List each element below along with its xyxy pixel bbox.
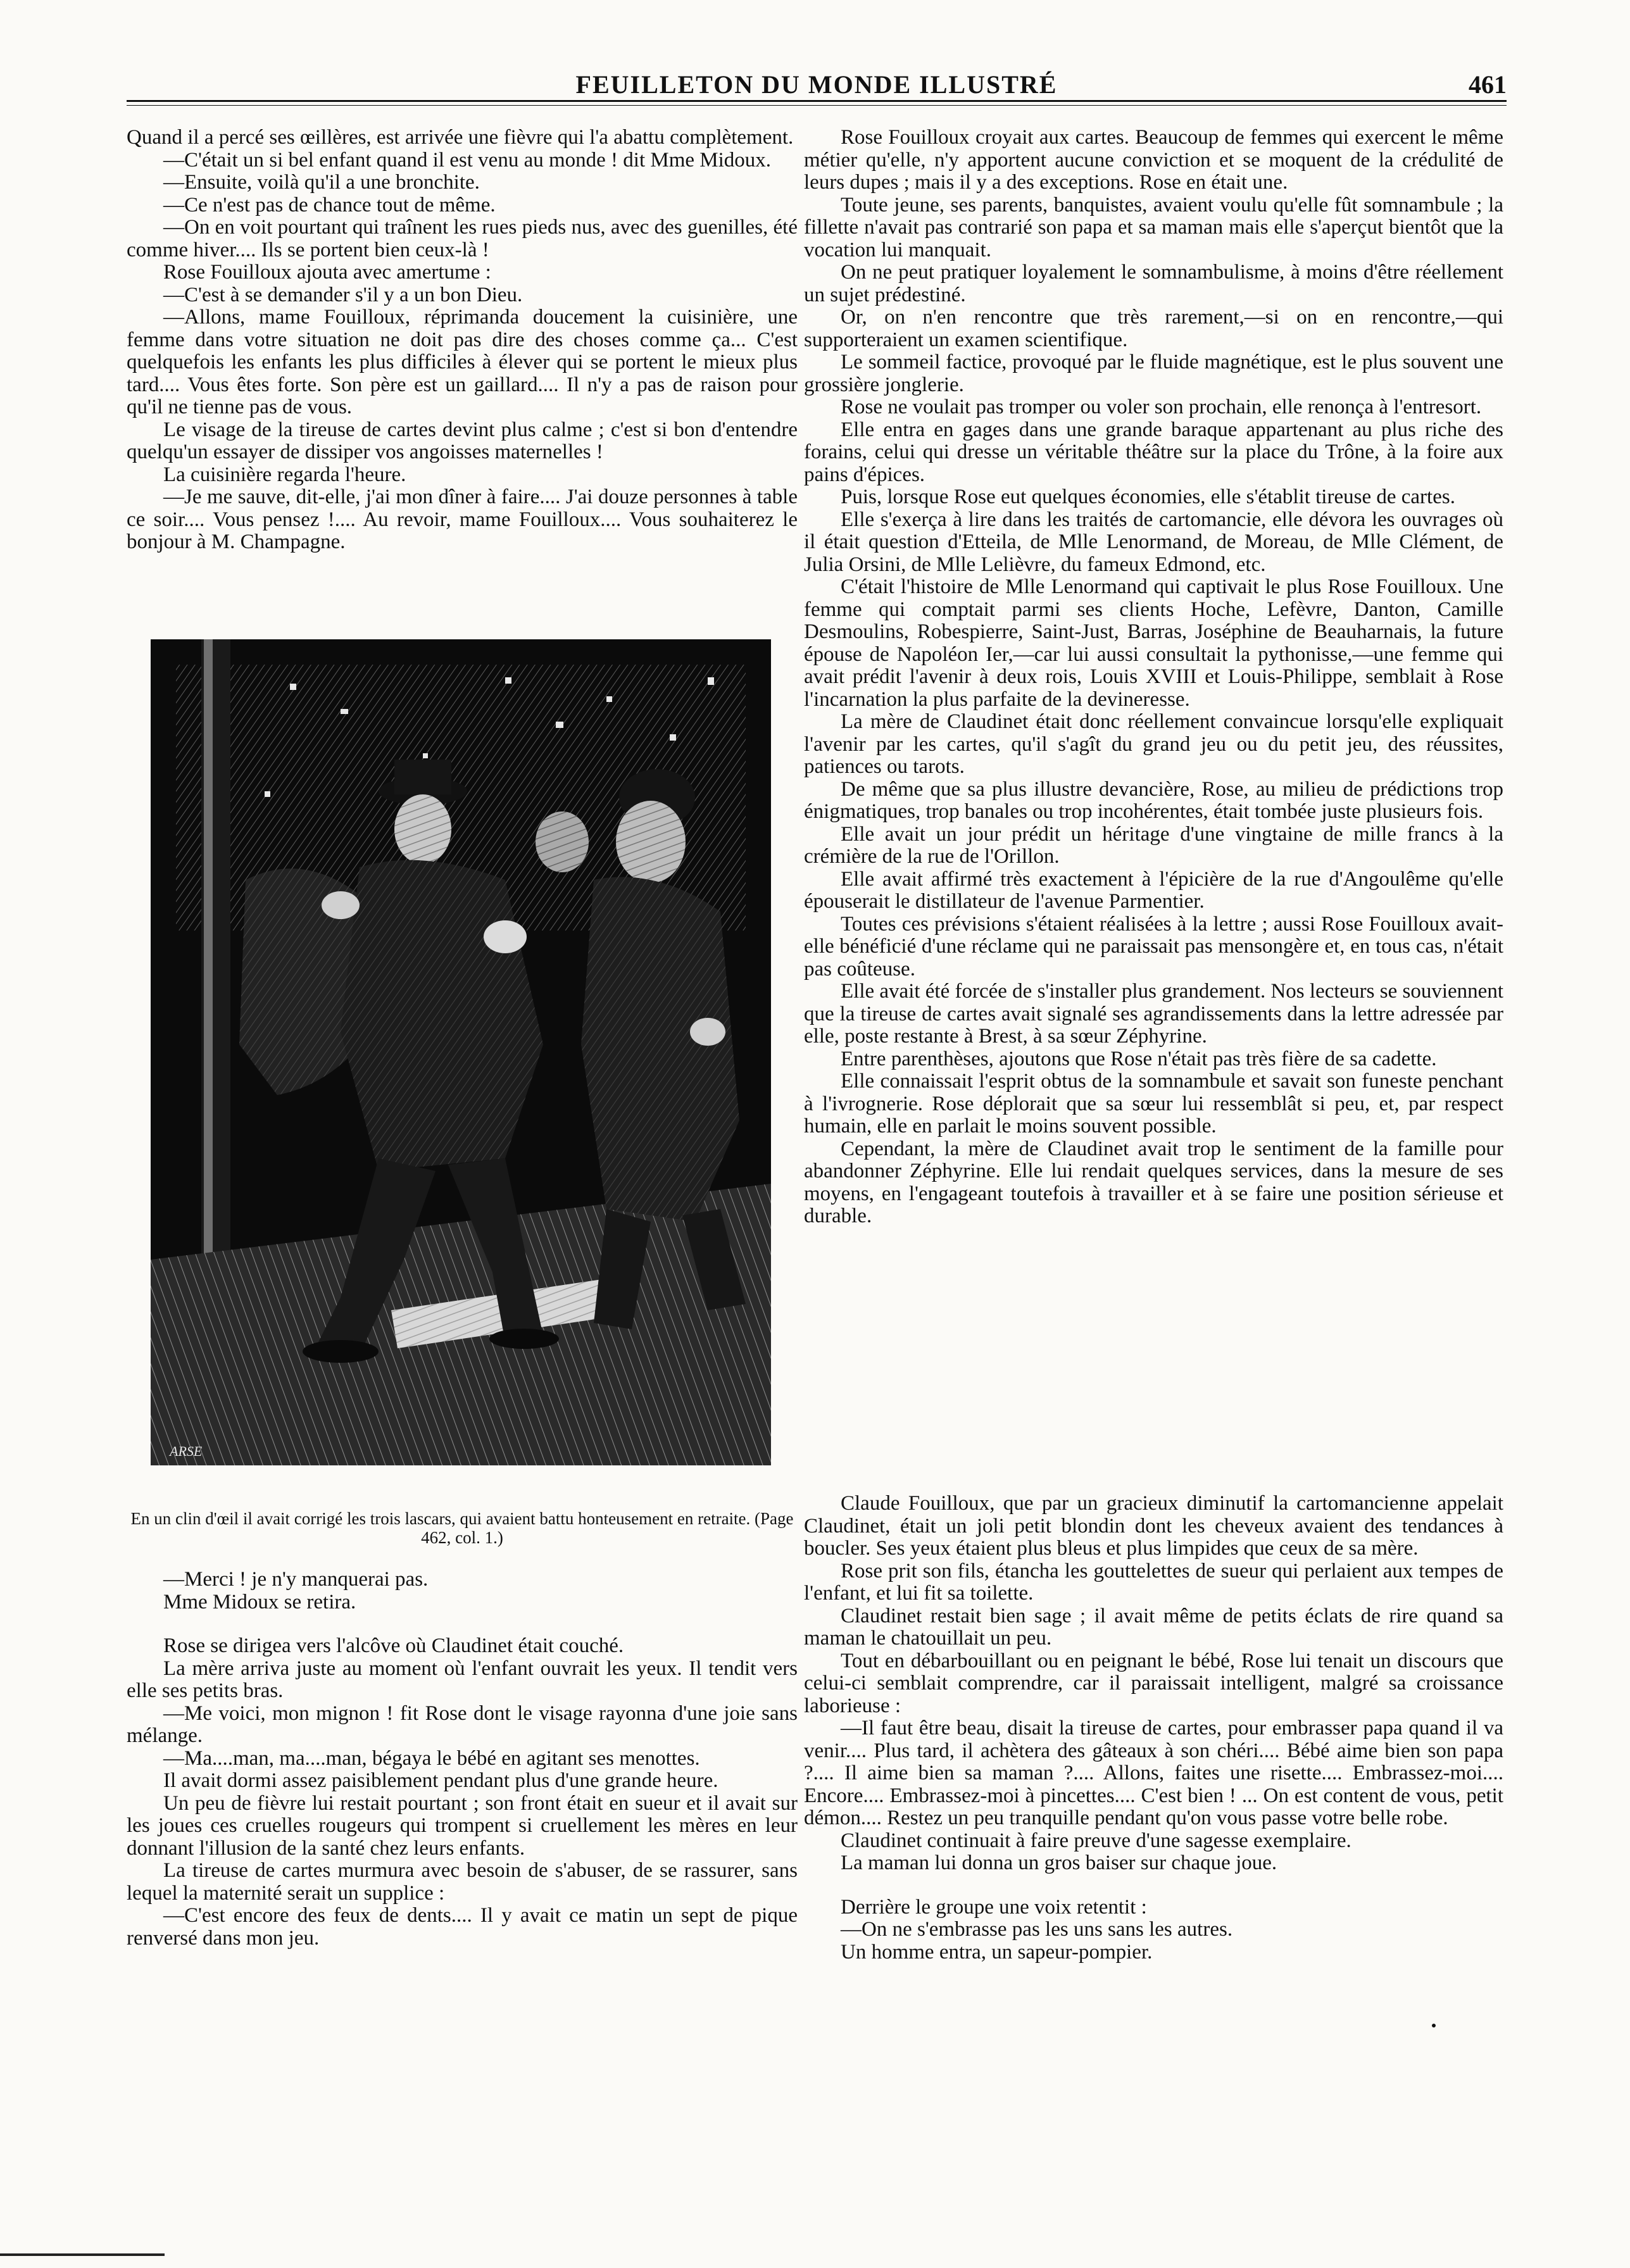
paragraph: Claudinet continuait à faire preuve d'une sagesse exemplaire. xyxy=(841,1829,1351,1852)
paragraph: Rose se dirigea vers l'alcôve où Claudinet était couché. xyxy=(163,1634,624,1657)
ink-speck xyxy=(1432,2024,1436,2027)
paragraph: —C'est encore des feux de dents.... Il y avait ce matin un sept de pique renversé dans mon jeu. xyxy=(127,1904,798,1950)
paragraph: Elle connaissait l'esprit obtus de la somnambule et savait son funeste penchant à l'ivrognerie. Rose déplorait que sa sœur lui ressemblât si peu, et, par respect humain, elle en parlait le moins souvent possible. xyxy=(804,1070,1503,1137)
paragraph: Claude Fouilloux, que par un gracieux diminutif la cartomancienne appelait Claudinet, était un joli petit blondin dont les cheveux avaient des tendances à boucler. Ses yeux étaient plus bleus et plus limpides que ceux de sa mère. xyxy=(804,1492,1503,1560)
artist-signature: ARSE xyxy=(170,1443,203,1459)
paragraph: Le sommeil factice, provoqué par le fluide magnétique, est le plus souvent une grossière jonglerie. xyxy=(804,351,1503,396)
paragraph: —Je me sauve, dit-elle, j'ai mon dîner à faire.... J'ai douze personnes à table ce soir.... Vous pensez !.... Au revoir, mame Fouilloux.... Vous souhaiterez le bonjour à M. Champagne. xyxy=(127,486,798,553)
paragraph: Un homme entra, un sapeur-pompier. xyxy=(841,1940,1153,1964)
left-column-top xyxy=(127,127,798,554)
paragraph: De même que sa plus illustre devancière, Rose, au milieu de prédictions trop énigmatiques, trop banales ou trop incohérentes, était tombée juste plusieurs fois. xyxy=(804,777,1503,823)
paragraph: Elle avait été forcée de s'installer plus grandement. Nos lecteurs se souviennent que la tireuse de cartes avait signalé ses agrandissements dans la lettre adressée par elle, poste restante à Brest, à sa sœur Zéphyrine. xyxy=(804,980,1503,1048)
paragraph: Claudinet restait bien sage ; il avait même de petits éclats de rire quand sa maman le chatouillait un peu. xyxy=(804,1604,1503,1650)
header-rule-thin xyxy=(127,105,1507,106)
paragraph: —C'est à se demander s'il y a un bon Dieu. xyxy=(163,283,523,306)
paragraph: Cependant, la mère de Claudinet avait trop le sentiment de la famille pour abandonner Zéphyrine. Elle lui rendait quelques services, dans la mesure de ses moyens, en l'engageant toutefois à travailler et à se faire une position sérieuse et durable. xyxy=(804,1137,1503,1227)
paragraph: —Merci ! je n'y manquerai pas. xyxy=(163,1568,429,1591)
paragraph: —Me voici, mon mignon ! fit Rose dont le visage rayonna d'une joie sans mélange. xyxy=(127,1701,798,1747)
paragraph: —Ce n'est pas de chance tout de même. xyxy=(163,193,496,216)
paragraph: —C'était un si bel enfant quand il est venu au monde ! dit Mme Midoux. xyxy=(163,148,772,172)
header-rule xyxy=(127,100,1507,102)
paragraph: C'était l'histoire de Mlle Lenormand qui captivait le plus Rose Fouilloux. Une femme qui comptait parmi ses clients Hoche, Lefèvre, Danton, Camille Desmoulins, Robespierre, Saint-Just, Barras, Joséphine de Beauharnais, la future épouse de Napoléon Ier,—car lui aussi consultait la pythonisse,—une femme qui avait prédit l'avenir à deux rois, Louis XVIII et Louis-Philippe, semblait à Rose l'incarnation la plus parfaite de la devineresse. xyxy=(804,575,1503,711)
fight-scene-image xyxy=(151,639,771,1465)
paragraph: La cuisinière regarda l'heure. xyxy=(163,463,406,486)
paragraph: Entre parenthèses, ajoutons que Rose n'était pas très fière de sa cadette. xyxy=(841,1047,1437,1070)
paragraph: Elle entra en gages dans une grande baraque appartenant au plus riche des forains, celui qui dresse un véritable théâtre sur la place du Trône, à la foire aux pains d'épices. xyxy=(804,418,1503,486)
paragraph: Rose Fouilloux croyait aux cartes. Beaucoup de femmes qui exercent le même métier qu'elle, n'y apportent aucune conviction et se moquent de la crédulité de leurs dupes ; mais il y a des exceptions. Rose en était une. xyxy=(804,126,1503,194)
paragraph: La mère arriva juste au moment où l'enfant ouvrait les yeux. Il tendit vers elle ses petits bras. xyxy=(127,1657,798,1702)
paragraph: —Il faut être beau, disait la tireuse de cartes, pour embrasser papa quand il va venir.... Plus tard, il achètera des gâteaux à son chéri.... Bébé aime bien son papa ?.... Il aime bien sa maman ?.... Allons, faites une risette.... Embrassez-moi.... Encore.... Embrassez-moi à pincettes.... C'est bien ! ... On est content de vous, petit démon.... Restez un peu tranquille pendant qu'on vous passe votre belle robe. xyxy=(804,1717,1503,1829)
paragraph: —On ne s'embrasse pas les uns sans les autres. xyxy=(841,1918,1233,1941)
engraving-illustration xyxy=(151,639,771,1465)
paragraph: —Allons, mame Fouilloux, réprimanda doucement la cuisinière, une femme dans votre situation ne doit pas dire des choses comme ça... C'est quelquefois les enfants les plus difficiles à élever qui se portent le mieux plus tard.... Vous êtes forte. Son père est un gaillard.... Il n'y a pas de raison pour qu'il ne tienne pas de vous. xyxy=(127,306,798,418)
page-number: 461 xyxy=(1469,70,1507,99)
paragraph: —Ma....man, ma....man, bégaya le bébé en agitant ses menottes. xyxy=(163,1746,700,1770)
paragraph: —On en voit pourtant qui traînent les rues pieds nus, avec des guenilles, été comme hiver.... Ils se portent bien ceux-là ! xyxy=(127,216,798,261)
paragraph: Rose prit son fils, étancha les gouttelettes de sueur qui perlaient aux tempes de l'enfant, et lui fit sa toilette. xyxy=(804,1559,1503,1605)
page-header xyxy=(127,70,1507,108)
paragraph: Un peu de fièvre lui restait pourtant ; son front était en sueur et il avait sur les joues ces cruelles rougeurs qui trompent si cruellement les mères en leur donnant l'illusion de la santé chez leurs enfants. xyxy=(127,1791,798,1860)
paragraph: Puis, lorsque Rose eut quelques économies, elle s'établit tireuse de cartes. xyxy=(841,486,1455,508)
paragraph: Rose Fouilloux ajouta avec amertume : xyxy=(163,261,491,284)
illustration-caption: En un clin d'œil il avait corrigé les trois lascars, qui avaient battu honteusement en retraite. (Page 462, col. 1.) xyxy=(130,1509,794,1547)
paragraph: Quand il a percé ses œillères, est arrivée une fièvre qui l'a abattu complètement. xyxy=(127,126,794,149)
paragraph: La maman lui donna un gros baiser sur chaque joue. xyxy=(841,1851,1277,1874)
paragraph: Tout en débarbouillant ou en peignant le bébé, Rose lui tenait un discours que celui-ci semblait comprendre, car il paraissait intelligent, malgré sa croissance laborieuse : xyxy=(804,1649,1503,1717)
header-title: FEUILLETON DU MONDE ILLUSTRÉ xyxy=(575,70,1058,99)
paragraph: Elle avait affirmé très exactement à l'épicière de la rue d'Angoulême qu'elle épouserait le distillateur de l'avenue Parmentier. xyxy=(804,867,1503,913)
paragraph: Il avait dormi assez paisiblement pendant plus d'une grande heure. xyxy=(163,1769,718,1792)
paragraph: On ne peut pratiquer loyalement le somnambulisme, à moins d'être réellement un sujet prédestiné. xyxy=(804,261,1503,306)
right-column-bottom xyxy=(804,1493,1503,1964)
paragraph: Rose ne voulait pas tromper ou voler son prochain, elle renonça à l'entresort. xyxy=(841,396,1482,418)
paragraph: Mme Midoux se retira. xyxy=(163,1590,356,1613)
paragraph: Elle avait un jour prédit un héritage d'une vingtaine de mille francs à la crémière de la rue de l'Orillon. xyxy=(804,822,1503,868)
paragraph: Toutes ces prévisions s'étaient réalisées à la lettre ; aussi Rose Fouilloux avait-elle bénéficié d'une réclame qui ne paraissait pas mensongère et, en tous cas, n'était pas coûteuse. xyxy=(804,912,1503,981)
scan-edge-mark xyxy=(0,2253,165,2256)
paragraph: Derrière le groupe une voix retentit : xyxy=(841,1895,1147,1919)
paragraph: —Ensuite, voilà qu'il a une bronchite. xyxy=(163,171,480,194)
paragraph: La tireuse de cartes murmura avec besoin de s'abuser, de se rassurer, sans lequel la maternité serait un supplice : xyxy=(127,1859,798,1905)
left-column-bottom xyxy=(127,1569,798,1950)
paragraph: Elle s'exerça à lire dans les traités de cartomancie, elle dévora les ouvrages où il était question d'Etteila, de Mlle Lenormand, de Moreau, de Mlle Clément, de Julia Orsini, de Mlle Lelièvre, du fameux Edmond, etc. xyxy=(804,508,1503,576)
paragraph: Or, on n'en rencontre que très rarement,—si on en rencontre,—qui supporteraient un examen scientifique. xyxy=(804,306,1503,351)
paragraph: La mère de Claudinet était donc réellement convaincue lorsqu'elle expliquait l'avenir par les cartes, qu'il s'agît du grand jeu ou du petit jeu, des réussites, patiences ou tarots. xyxy=(804,710,1503,778)
paragraph: Le visage de la tireuse de cartes devint plus calme ; c'est si bon d'entendre quelqu'un essayer de dissiper vos angoisses maternelles ! xyxy=(127,418,798,463)
right-column-top xyxy=(804,127,1503,1228)
paragraph: Toute jeune, ses parents, banquistes, avaient voulu qu'elle fût somnambule ; la fillette n'avait pas contrarié son papa et sa maman mais elle s'aperçut bientôt que la vocation lui manquait. xyxy=(804,193,1503,261)
